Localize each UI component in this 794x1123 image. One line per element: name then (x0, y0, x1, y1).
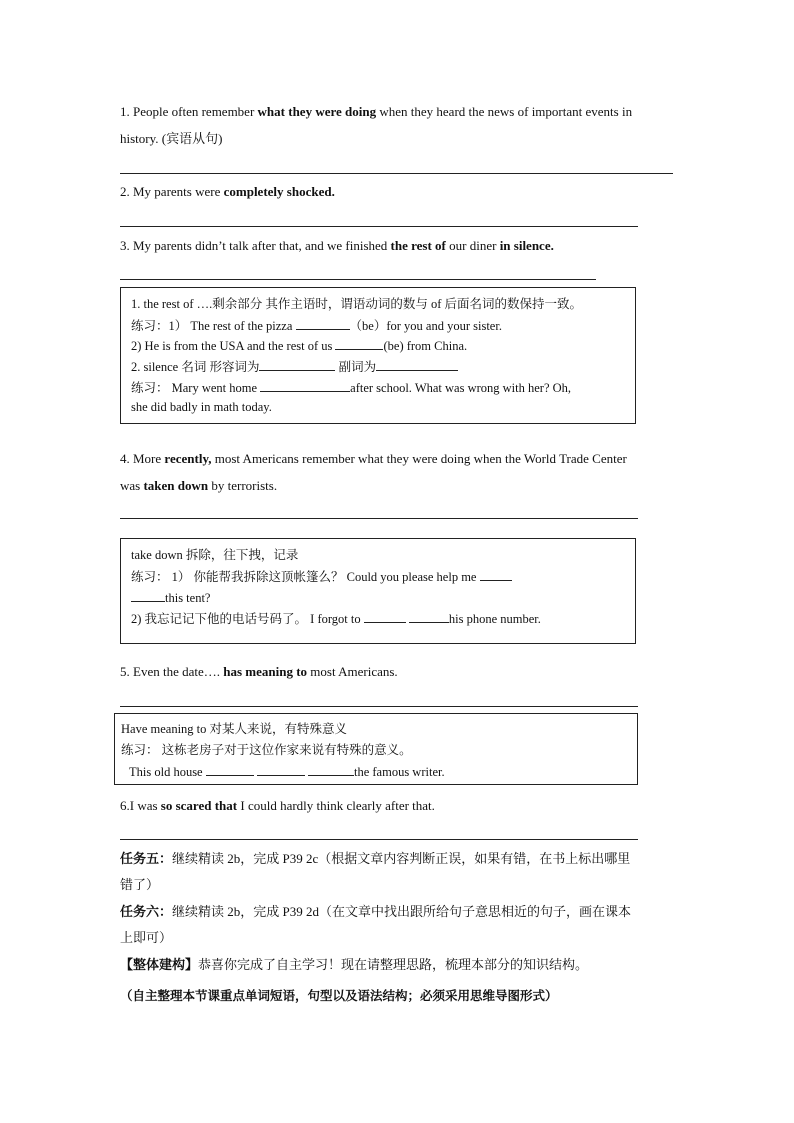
blank-field[interactable] (364, 610, 406, 623)
blank-field[interactable] (308, 763, 354, 776)
question-3: 3. My parents didn’t talk after that, and we finished the rest of our diner in silence. (120, 238, 554, 253)
exercise-have-meaning: 练习： 这栋老房子对于这位作家来说有特殊的意义。 (121, 743, 412, 757)
note-box-take-down (120, 538, 636, 644)
exercise-silence: 练习： Mary went home after school. What was wrong with her? Oh, (131, 381, 572, 395)
question-6: 6.I was so scared that I could hardly think clearly after that. (120, 798, 435, 813)
note-take-down-title: take down 拆除，往下拽，记录 (131, 548, 299, 562)
blank-field[interactable] (409, 610, 449, 623)
summary-note: （自主整理本节课重点单词短语，句型以及语法结构；必须采用思维导图形式） (120, 989, 558, 1003)
note-have-meaning-title: Have meaning to 对某人来说，有特殊意义 (121, 722, 348, 736)
note-box-rest-of (120, 287, 636, 424)
note-box-have-meaning (114, 713, 638, 785)
task-5-line2: 错了） (120, 877, 160, 892)
task-6-line2: 上即可） (120, 930, 173, 945)
exercise-have-meaning-line2: This old house the famous writer. (129, 765, 445, 779)
exercise-1: 练习：1） The rest of the pizza （be）for you and your sister. (131, 319, 502, 333)
blank-field[interactable] (376, 358, 458, 371)
blank-field[interactable] (480, 568, 512, 581)
task-6: 任务六：继续精读 2b，完成 P39 2d（在文章中找出跟所给句子意思相近的句子，画在课本 (120, 904, 631, 919)
question-1-line2: history. (宾语从句) (120, 131, 223, 146)
exercise-2: 2) He is from the USA and the rest of us (be) from China. (131, 339, 468, 353)
question-4-line2: was taken down by terrorists. (120, 478, 278, 493)
task-5: 任务五：继续精读 2b，完成 P39 2c（根据文章内容判断正误，如果有错，在书上标出哪里 (120, 851, 631, 866)
note-silence: 2. silence 名词 形容词为 副词为 (131, 358, 458, 375)
blank-field[interactable] (206, 763, 254, 776)
exercise-take-down-2: 2) 我忘记记下他的电话号码了。 I forgot to his phone number. (131, 612, 541, 626)
answer-line-3[interactable] (120, 279, 596, 280)
question-1: 1. People often remember what they were doing when they heard the news of important events in (120, 104, 633, 119)
blank-field[interactable] (259, 358, 335, 371)
answer-line-1[interactable] (120, 173, 673, 174)
answer-line-5[interactable] (120, 706, 638, 707)
question-2: 2. My parents were completely shocked. (120, 184, 335, 199)
blank-field[interactable] (335, 337, 383, 350)
answer-line-6[interactable] (120, 839, 638, 840)
answer-line-2[interactable] (120, 226, 638, 227)
summary-heading: 【整体建构】恭喜你完成了自主学习！现在请整理思路，梳理本部分的知识结构。 (120, 957, 589, 972)
blank-field[interactable] (131, 589, 165, 602)
exercise-take-down-1-line2: this tent? (131, 589, 210, 606)
blank-field[interactable] (260, 379, 350, 392)
blank-field[interactable] (296, 317, 350, 330)
blank-field[interactable] (257, 763, 305, 776)
question-4: 4. More recently, most Americans remember what they were doing when the World Trade Center (120, 451, 627, 466)
note-rest-of-title: 1. the rest of ….剩余部分 其作主语时，谓语动词的数与 of 后面名词的数保持一致。 (131, 297, 583, 311)
exercise-take-down-1: 练习： 1） 你能帮我拆除这顶帐篷么？ Could you please help me (131, 568, 512, 585)
question-5: 5. Even the date…. has meaning to most Americans. (120, 664, 398, 679)
exercise-silence-line2: she did badly in math today. (131, 400, 272, 414)
answer-line-4[interactable] (120, 518, 638, 519)
